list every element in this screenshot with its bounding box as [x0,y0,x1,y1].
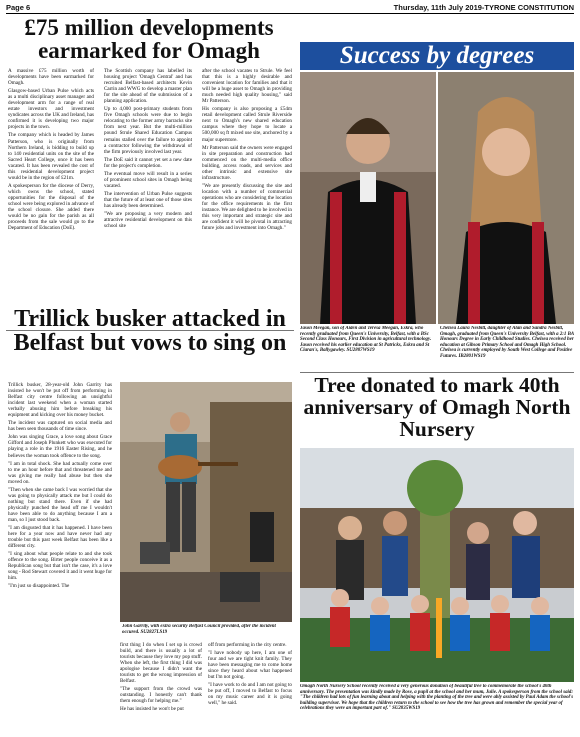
paragraph: The Scottish company has labelled its housing project 'Omagh Central' and has recruited Belfast-based architects Kevin Carrin and WWG to develop a master plan for the site ahead of the submission of a planning application. [104,68,192,105]
paragraph: first thing I do when I set up is crowd build, and there is usually a lot of tourists because they love my pop stuff. When she left, the first thing I did was apologise because I didn't want the tourists to get the wrong impression of Belfast. [120,642,202,685]
graduate-photo-jason [300,72,436,324]
paragraph: The incident was captured on social media and has been seen thousands of time since. [8,420,112,433]
busker-caption: John Garrity, with extra security Belfast Council provided, after the incident occured. SU2827LS19 [122,624,276,635]
paragraph: "We are proposing a very modern and attractive residential development on this school site [104,211,192,230]
paragraph: Up to 4,000 post-primary students from five Omagh schools were due to begin relocating to the former army barracks site from next year. But the multi-million pound Strule Shared Education Campus remains stalled over the failure to appoint a contractor following the withdrawal of the firm previously involved last year. [104,106,192,155]
paragraph: Glasgow-based Urban Pulse which acts as a multi disciplinary asset manager and development arm for a range of real estate investors and investment syndicates across the UK and Ireland, has confirmed it is developing two major projects in the town. [8,88,94,131]
paragraph: His company is also proposing a £54m retail development called Strule Riverside next to Omagh's new shared education campus where they hope to locate a 500,000 sq ft mixed use site, anchored by a major superstore. [202,106,292,143]
paragraph: off from performing in the city centre. [208,642,287,648]
nursery-photo [300,448,574,682]
story1-col2 [104,68,192,326]
paragraph: John was singing Grace, a love song about Grace Gifford and Joseph Plunkett who was executed for playing a role in the 1916 Easter Rising, and he believes the woman took offence to the song. [8,434,112,459]
paragraph: "I'm just so disappointed. The [8,583,70,590]
story2-col3 [208,642,292,734]
paragraph: A massive £75 million worth of developments have been earmarked for Omagh. [8,68,94,87]
story2-headline: Trillick busker attacked in Belfast but vows to sing on [13,306,287,357]
paragraph: after the school vacates to Strule. We feel that this is a highly desirable and convenient location for families and that it will be a huge asset to Omagh in providing much needed high quality housing," said Mr Patterson. [202,68,292,105]
paragraph: "I sing about what people relate to and she took offence to the song. Birter people conceive it as a Republican song but that isn't the case, it's a love song - Rod Stewart covered it and it went huge for him. [8,551,112,582]
success-banner [300,42,574,70]
story1-headline: £75 million developments earmarked for Omagh [24,15,274,64]
graduate-caption-chelsea: Chelsea Laura Nesbitt, daughter of Alan and Sandra Nesbitt, Omagh, graduated from Queen's University Belfast, with a 2:1 BA Honours Degree in Early Childhood Studies. Chelsea received her education at Gibson Primary School and Omagh High School. Chelsea is currently employed by South West College and Positive Futures. IB2801WS19 [440,326,574,359]
busker-photo [120,382,292,622]
paragraph: "We are presently discussing the site and location with a number of commercial operations who are considering the location for the office requirements in the first instance. We are delighted to be involved in this very important and strategic site and are confident it will be pivotal in attracting future jobs and investment into Omagh." [202,182,292,232]
paragraph: He has insisted he won't be put [120,706,184,713]
paragraph: The company which is headed by James Patterson, who is originally from Northern Ireland, is bidding to build up to 140 residential units on the site of the Sacred Heart College, once it has been vacated. It has been revealed the cost of this residential development project would be in the region of £21m. [8,132,94,181]
graduate-caption-jason: Jason Meegan, son of Aiden and Teresa Meegan, Eskra, who recently graduated from Queen's University, Belfast, with a BSc Second Class Honours, First Division in agricultural technology. Jason received his earlier education at St Patricks, Eskra and St Ciaran's, Ballygawley. SU2807WS19 [300,326,432,354]
paragraph: The eventual move will result in a series of prominent school sites in Omagh being vacated. [104,170,192,189]
paragraph: Trillick busker, 28-year-old John Garrity has insisted he won't be put off from performing in Belfast city centre following an unsightful incident last weekend when a woman started verbally abusing him before breaking his equipment and kicking over his money bucket. [8,382,112,419]
story2-col1 [8,382,112,732]
story1-col1 [8,68,94,326]
paragraph: "I have nobody up here, I am one of four and we are tight knit family. They have been messaging me to come home since they heard about what happened but I'm not going. [208,650,292,681]
paragraph: Mr Patterson said the owners were engaged in site preparation and construction had commenced on the multi-media office building, access roads, and services and other intrinsic and extensive site infrastructure. [202,144,292,181]
dateline: Thursday, 11th July 2019-TYRONE CONSTITUTION [393,3,574,12]
paragraph: "I am in total shock. She had actually come over to me an hour before that and threatened me and was giving me really bad abuse but then she moved on. [8,460,112,485]
nursery-caption: Omagh North Nursery School recently received a very generous donation of beautiful tree to commemorate the school's 40th anniversary. The presentation was kindly made by Rose, a pupil at the school and her mum, Julie. A spokesperson from the school said: "The children had lots of fun learning about and helping with the planting of the tree and were ably assisted by Paul Adam the school's building supervisor. We hope that the children return to the school to see how the tree has grown and remember the special year of celebrations they were an important part of." SU2835WS19 [300,684,574,712]
paragraph: "Then when she came back I was worried that she was going to physically attack me but I could do nothing but stand there. Even if she had physically punched the head off me I wouldn't have been able to do anything because I am a man, so I just stood back. [8,486,112,523]
page-header [6,2,574,14]
paragraph: "I have work to do and I am not going to be put off, I moved to Belfast to focus on my music career and it is going well," he said. [208,682,292,707]
paragraph: "I am disgusted that it has happened. I have been here for a year now and have never had any trouble but this past week Belfast has been like a different city. [8,525,112,550]
paragraph: "The support from the crowd was outstanding. I honestly can't thank them enough for helping me." [120,686,202,705]
story4-headline: Tree donated to mark 40th anniversary of Omagh North Nursery [303,373,571,441]
graduate-photo-chelsea [438,72,574,324]
success-banner-title: Success by degrees [339,42,535,69]
paragraph: A spokesperson for the diocese of Derry, which owns the school, stated opportunities for the disposal of the school were being explored in advance of the school closure. She added there would be no gain for the parish as all proceeds from the sale would go to the Department of Education (DoE). [8,182,94,232]
paragraph: The intervention of Urban Pulse suggests that the future of at least one of those sites has already been determined. [104,190,192,209]
story1-col3 [202,68,292,326]
paragraph: The DoE said it cannot yet set a new date for the project's completion. [104,156,192,169]
page-number: Page 6 [6,3,31,12]
story2-col2 [120,642,202,734]
